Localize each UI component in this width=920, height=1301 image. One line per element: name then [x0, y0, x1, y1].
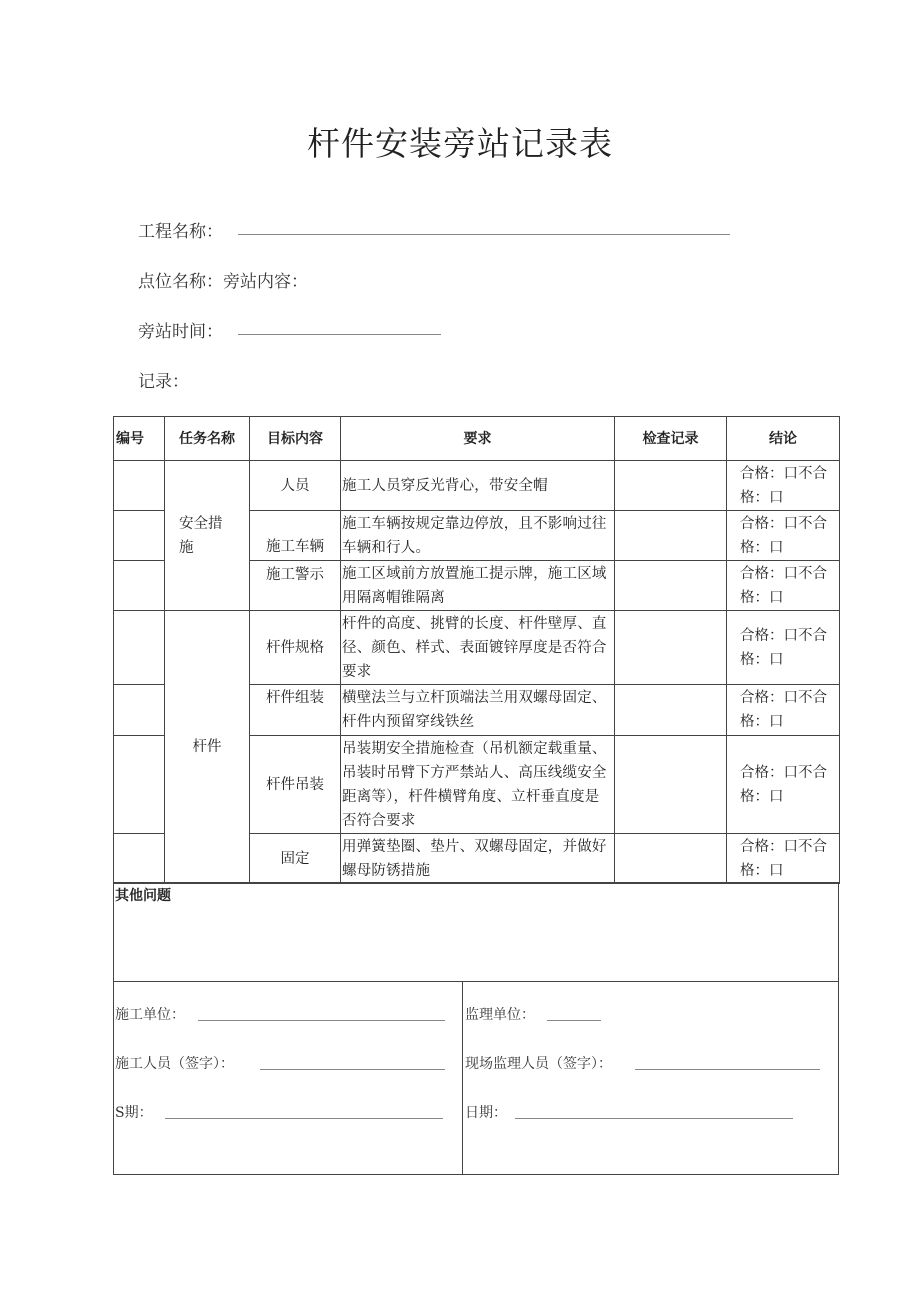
check-record-cell[interactable] [615, 736, 727, 834]
construction-date-line[interactable] [165, 1118, 443, 1119]
header-target: 目标内容 [250, 417, 341, 461]
header-requirement: 要求 [341, 417, 615, 461]
requirement-cell: 施工车辆按规定靠边停放，且不影响过往车辆和行人。 [341, 511, 615, 561]
target-cell: 人员 [250, 461, 341, 511]
target-cell: 施工车辆 [250, 511, 341, 561]
header-check: 检查记录 [615, 417, 727, 461]
requirement-cell: 用弹簧垫圈、垫片、双螺母固定，并做好螺母防锈措施 [341, 834, 615, 884]
table-header-row [114, 417, 840, 461]
number-cell[interactable] [114, 461, 165, 511]
construction-person-line[interactable] [260, 1069, 445, 1070]
supervision-date-line[interactable] [515, 1118, 793, 1119]
number-cell[interactable] [114, 736, 165, 834]
header-number: 编号 [114, 417, 165, 461]
conclusion-cell[interactable]: 合格：口不合格：口 [727, 611, 840, 685]
table-row [114, 461, 840, 511]
requirement-cell: 吊装期安全措施检查（吊机额定载重量、吊装时吊臂下方严禁站人、高压线缆安全距离等），杆件横臂角度、立杆垂直度是否符合要求 [341, 736, 615, 834]
project-name-line[interactable] [238, 234, 730, 235]
number-cell[interactable] [114, 834, 165, 884]
other-issues-label: 其他问题 [115, 888, 171, 904]
task-cell: 杆件 [165, 611, 250, 884]
construction-person-label: 施工人员（签字）： [115, 1056, 234, 1072]
conclusion-cell[interactable]: 合格：口不合格：口 [727, 685, 840, 736]
supervision-unit-label: 监理单位： [465, 1007, 535, 1023]
check-record-cell[interactable] [615, 685, 727, 736]
document-title: 杆件安装旁站记录表 [307, 124, 613, 163]
other-issues-box[interactable] [113, 882, 839, 982]
conclusion-cell[interactable]: 合格：口不合格：口 [727, 561, 840, 611]
requirement-cell: 杆件的高度、挑臂的长度、杆件壁厚、直径、颜色、样式、表面镀锌厚度是否符合要求 [341, 611, 615, 685]
project-name-label: 工程名称： [138, 222, 223, 242]
check-record-cell[interactable] [615, 611, 727, 685]
check-record-cell[interactable] [615, 561, 727, 611]
number-cell[interactable] [114, 685, 165, 736]
target-cell: 杆件规格 [250, 611, 341, 685]
requirement-cell: 施工区域前方放置施工提示牌，施工区域用隔离帽锥隔离 [341, 561, 615, 611]
header-task: 任务名称 [165, 417, 250, 461]
header-conclusion: 结论 [727, 417, 840, 461]
signature-divider [462, 981, 463, 1175]
check-record-cell[interactable] [615, 834, 727, 884]
construction-date-label: S期： [115, 1105, 153, 1121]
time-line[interactable] [238, 334, 441, 335]
target-cell: 杆件吊装 [250, 736, 341, 834]
check-record-cell[interactable] [615, 511, 727, 561]
supervision-unit-line[interactable] [547, 1020, 601, 1021]
inspection-table [113, 416, 840, 884]
supervision-person-label: 现场监理人员（签字）： [465, 1056, 612, 1072]
target-cell: 固定 [250, 834, 341, 884]
conclusion-cell[interactable]: 合格：口不合格：口 [727, 461, 840, 511]
number-cell[interactable] [114, 611, 165, 685]
number-cell[interactable] [114, 561, 165, 611]
construction-unit-line[interactable] [198, 1020, 445, 1021]
conclusion-cell[interactable]: 合格：口不合格：口 [727, 511, 840, 561]
supervision-person-line[interactable] [635, 1069, 820, 1070]
target-cell: 杆件组装 [250, 685, 341, 736]
requirement-cell: 横壁法兰与立杆顶端法兰用双螺母固定、杆件内预留穿线铁丝 [341, 685, 615, 736]
target-cell: 施工警示 [250, 561, 341, 611]
requirement-cell: 施工人员穿反光背心，带安全帽 [341, 461, 615, 511]
location-content-label: 点位名称：旁站内容： [138, 272, 308, 292]
number-cell[interactable] [114, 511, 165, 561]
construction-unit-label: 施工单位： [115, 1007, 185, 1023]
supervision-date-label: 日期： [465, 1105, 507, 1121]
record-label: 记录： [138, 372, 189, 392]
check-record-cell[interactable] [615, 461, 727, 511]
table-row [114, 611, 840, 685]
time-label: 旁站时间： [138, 322, 223, 342]
conclusion-cell[interactable]: 合格：口不合格：口 [727, 834, 840, 884]
conclusion-cell[interactable]: 合格：口不合格：口 [727, 736, 840, 834]
task-cell: 安全措施 [165, 461, 250, 611]
